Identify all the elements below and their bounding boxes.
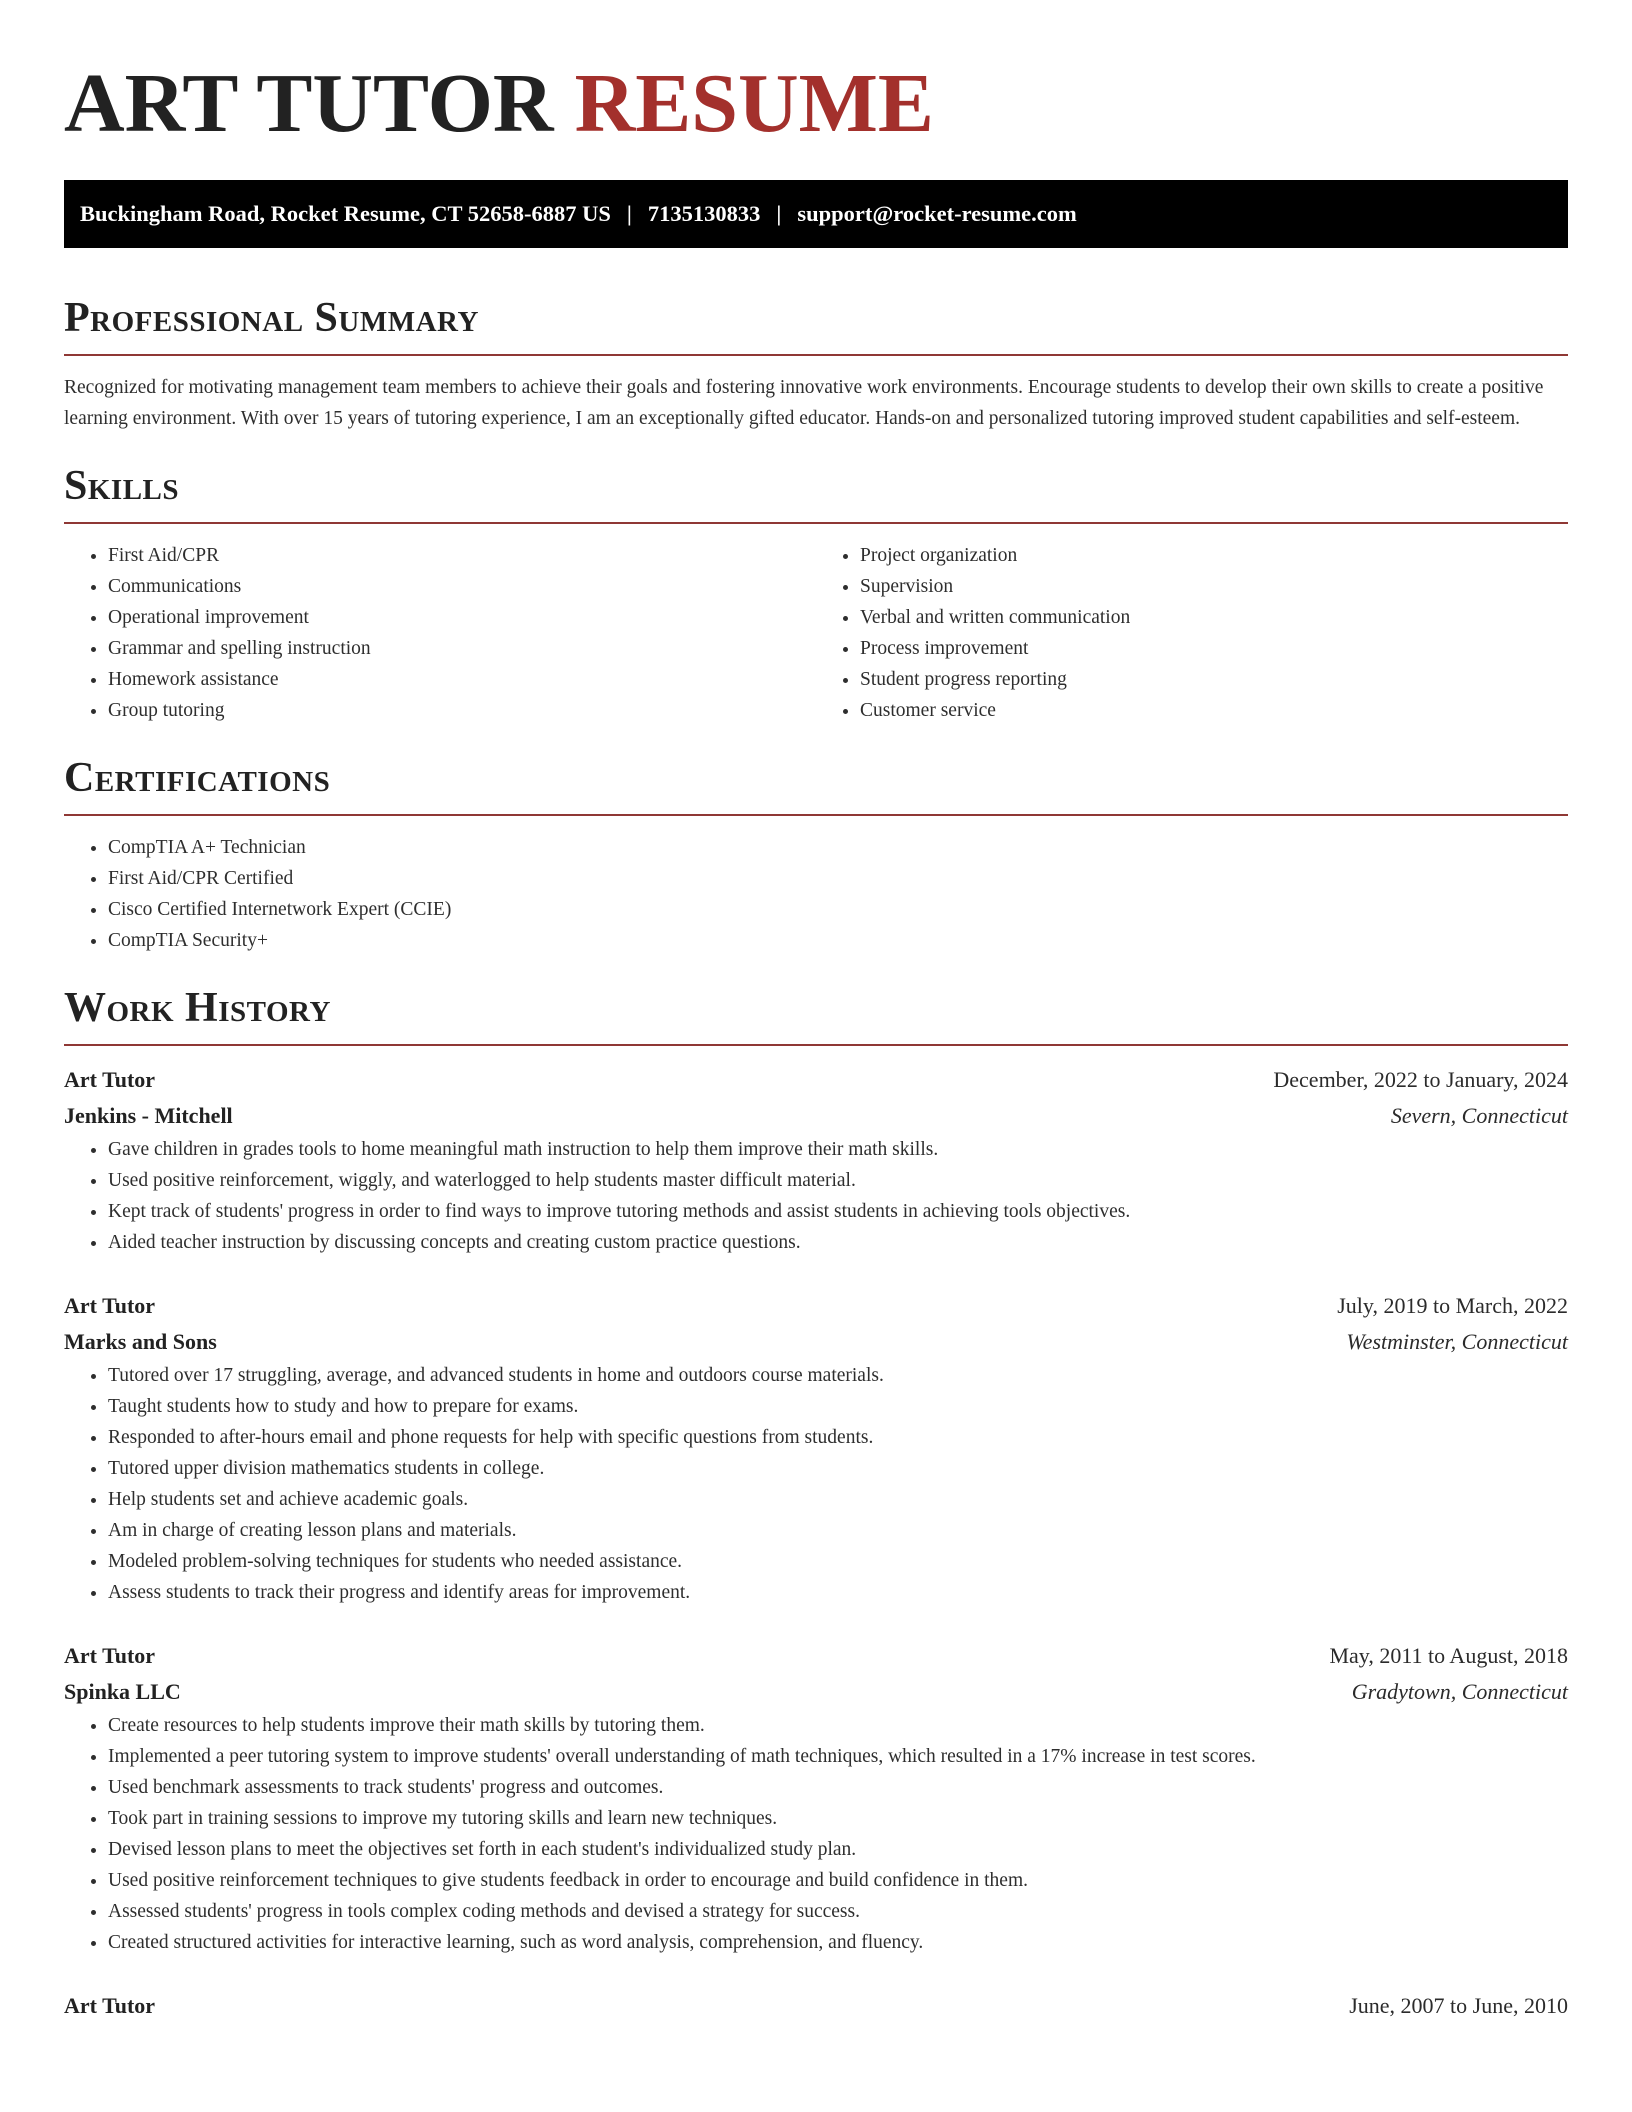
job-company: Spinka LLC [64,1679,181,1704]
job-title: Art Tutor [64,1293,156,1318]
job-dates: December, 2022 to January, 2024 [1273,1067,1568,1092]
job-company-row [64,1324,1568,1360]
list-item: • Project organization [860,540,1568,571]
job-dates: May, 2011 to August, 2018 [1329,1643,1568,1668]
title-accent: RESUME [574,57,934,150]
list-item: • Devised lesson plans to meet the objectives set forth in each student's individualized study plan. [108,1834,1568,1865]
job-header-row [64,1638,1568,1674]
list-item: • Customer service [860,695,1568,726]
list-item: • Gave children in grades tools to home meaningful math instruction to help them improve their math skills. [108,1134,1568,1165]
list-item: • Communications [108,571,816,602]
list-item: • Aided teacher instruction by discussing concepts and creating custom practice questions. [108,1227,1568,1258]
summary-section [64,292,1568,434]
list-item: • Grammar and spelling instruction [108,633,816,664]
skills-list-right [816,540,1568,726]
list-item: • Modeled problem-solving techniques for students who needed assistance. [108,1546,1568,1577]
certifications-list [64,832,1568,956]
job-location: Gradytown, Connecticut [1351,1679,1568,1704]
list-item: • Implemented a peer tutoring system to improve students' overall understanding of math techniques, which resulted in a 17% increase in test scores. [108,1741,1568,1772]
list-item: • Group tutoring [108,695,816,726]
summary-text: Recognized for motivating management team members to achieve their goals and fostering innovative work environments. Encourage students to develop their own skills to create a positive learning environment. With over 15 years of tutoring experience, I am an exceptionally gifted educator. Hands-on and personalized tutoring improved student capabilities and self-esteem. [64,377,1544,429]
work-history-heading: Work History [64,985,331,1031]
list-item: • First Aid/CPR [108,540,816,571]
job-company: Jenkins - Mitchell [64,1103,233,1128]
contact-bar [64,180,1568,248]
job-dates: July, 2019 to March, 2022 [1337,1293,1568,1318]
job-company: Marks and Sons [64,1329,217,1354]
work-history-section [64,982,1568,2024]
list-item: • Cisco Certified Internetwork Expert (CCIE) [108,894,1568,925]
contact-phone: 7135130833 [647,201,761,226]
contact-separator: | [626,201,632,226]
certifications-heading: Certifications [64,755,331,801]
list-item: • Responded to after-hours email and phone requests for help with specific questions from students. [108,1422,1568,1453]
job-title: Art Tutor [64,1643,156,1668]
resume-title [64,0,1568,152]
list-item: • CompTIA A+ Technician [108,832,1568,863]
contact-separator: | [776,201,782,226]
list-item: • Used positive reinforcement, wiggly, and waterlogged to help students master difficult material. [108,1165,1568,1196]
section-divider [64,814,1568,816]
job-bullets [64,1710,1568,1958]
contact-email: support@rocket-resume.com [797,201,1077,226]
job-location: Severn, Connecticut [1390,1103,1568,1128]
list-item: • Homework assistance [108,664,816,695]
list-item: • Verbal and written communication [860,602,1568,633]
job-dates: June, 2007 to June, 2010 [1349,1993,1568,2018]
list-item: • Assess students to track their progress and identify areas for improvement. [108,1577,1568,1608]
job-title: Art Tutor [64,1067,156,1092]
job-entry [64,1988,1568,2024]
list-item: • Process improvement [860,633,1568,664]
list-item: • Tutored over 17 struggling, average, and advanced students in home and outdoors course materials. [108,1360,1568,1391]
list-item: • Took part in training sessions to improve my tutoring skills and learn new techniques. [108,1803,1568,1834]
job-bullets [64,1134,1568,1258]
certifications-section [64,752,1568,956]
contact-address: Buckingham Road, Rocket Resume, CT 52658-6887 US [80,201,611,226]
job-header-row [64,1062,1568,1098]
job-company-row [64,1674,1568,1710]
title-main: ART TUTOR [64,57,554,150]
list-item: • Taught students how to study and how to prepare for exams. [108,1391,1568,1422]
section-divider [64,1044,1568,1046]
skills-grid [64,540,1568,726]
list-item: • Kept track of students' progress in order to find ways to improve tutoring methods and assist students in achieving tools objectives. [108,1196,1568,1227]
list-item: • Am in charge of creating lesson plans and materials. [108,1515,1568,1546]
job-bullets [64,1360,1568,1608]
job-entry [64,1062,1568,1258]
list-item: • Supervision [860,571,1568,602]
job-header-row [64,1288,1568,1324]
list-item: • Student progress reporting [860,664,1568,695]
list-item: • Create resources to help students improve their math skills by tutoring them. [108,1710,1568,1741]
job-title: Art Tutor [64,1993,156,2018]
list-item: • Used benchmark assessments to track students' progress and outcomes. [108,1772,1568,1803]
list-item: • Tutored upper division mathematics students in college. [108,1453,1568,1484]
skills-section [64,460,1568,726]
section-divider [64,522,1568,524]
list-item: • CompTIA Security+ [108,925,1568,956]
section-divider [64,354,1568,356]
list-item: • Created structured activities for interactive learning, such as word analysis, comprehension, and fluency. [108,1927,1568,1958]
job-entry [64,1288,1568,1608]
list-item: • Help students set and achieve academic goals. [108,1484,1568,1515]
list-item: • Assessed students' progress in tools complex coding methods and devised a strategy for success. [108,1896,1568,1927]
job-header-row [64,1988,1568,2024]
list-item: • Used positive reinforcement techniques to give students feedback in order to encourage and build confidence in them. [108,1865,1568,1896]
summary-heading: Professional Summary [64,295,479,341]
job-entry [64,1638,1568,1958]
skills-heading: Skills [64,463,180,509]
job-company-row [64,1098,1568,1134]
list-item: • Operational improvement [108,602,816,633]
list-item: • First Aid/CPR Certified [108,863,1568,894]
job-location: Westminster, Connecticut [1346,1329,1568,1354]
skills-list-left [64,540,816,726]
